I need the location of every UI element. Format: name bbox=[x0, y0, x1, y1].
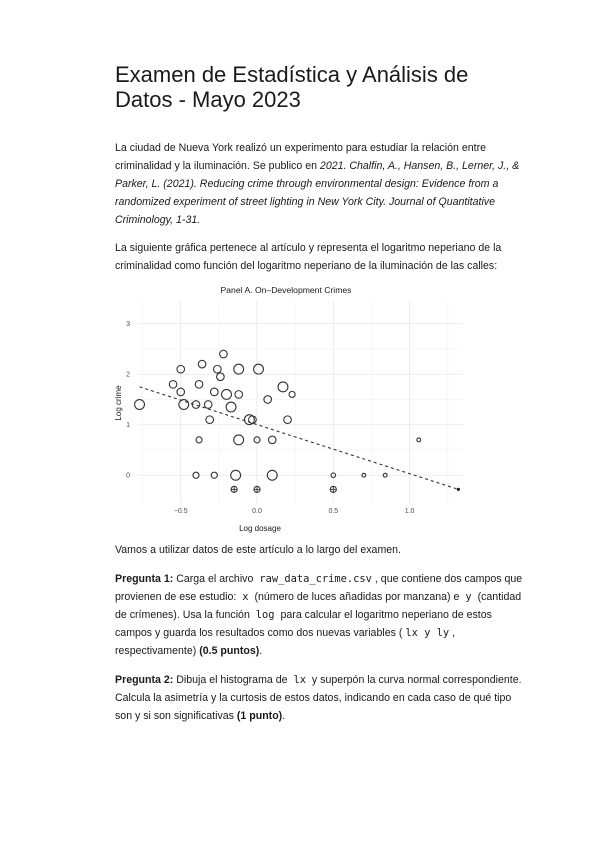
y-tick-label: 2 bbox=[126, 371, 130, 379]
question-1-label: Pregunta 1: bbox=[115, 573, 174, 585]
document-page bbox=[115, 62, 525, 725]
question-1-text: para calcular el logaritmo neperiano de estos campos y guarda los resultados como dos nuevas variables ( bbox=[115, 609, 492, 639]
question-1-text: , que contiene dos campos que provienen de ese estudio: bbox=[115, 573, 523, 603]
x-tick-label: 1.0 bbox=[404, 508, 415, 515]
data-point bbox=[457, 488, 460, 491]
file-name-code: raw_data_crime.csv bbox=[259, 573, 372, 585]
y-tick-label: 3 bbox=[126, 321, 130, 329]
new-vars-code: lx y ly bbox=[405, 627, 450, 639]
lx-var-code: lx bbox=[293, 674, 306, 686]
question-1-text: (cantidad de crímenes). Usa la función bbox=[115, 591, 522, 621]
chart-title: Panel A. On–Development Crimes bbox=[220, 285, 352, 295]
x-tick-label: 0.0 bbox=[252, 508, 262, 515]
intro-text: La ciudad de Nueva York realizó un experimento para estudiar la relación entre criminalidad y la iluminación. Se publico en bbox=[115, 142, 487, 172]
question-2-points: (1 punto) bbox=[236, 710, 283, 722]
usage-paragraph: Vamos a utilizar datos de este artículo a lo largo del examen. bbox=[115, 544, 401, 556]
y-tick-label: 1 bbox=[126, 422, 130, 430]
x-axis-label: Log dosage bbox=[239, 524, 281, 533]
page-title: Examen de Estadística y Análisis de Datos - Mayo 2023 bbox=[115, 62, 469, 112]
question-1 bbox=[115, 570, 525, 660]
plot-intro-paragraph: La siguiente gráfica pertenece al artículo y representa el logaritmo neperiano de la criminalidad como función del logaritmo neperiano de la iluminación de las calles: bbox=[115, 242, 502, 272]
intro-paragraph bbox=[115, 139, 525, 229]
x-tick-label: 0.5 bbox=[328, 508, 339, 515]
y-tick-label: 0 bbox=[126, 472, 130, 480]
question-1-text: Carga el archivo bbox=[173, 573, 257, 585]
question-2 bbox=[115, 671, 525, 725]
citation: 2021. Chalfin, A., Hansen, B., Lerner, J., & Parker, L. (2021). Reducing crime through environmental design: Evidence from a randomized experiment of street lighting in New York City. Journal of Quantitative Criminology, 1-31. bbox=[115, 160, 520, 226]
log-function-code: log bbox=[255, 609, 275, 621]
question-1-text: (número de luces añadidas por manzana) e bbox=[251, 591, 463, 603]
question-2-text: . bbox=[282, 710, 286, 722]
scatter-chart bbox=[115, 281, 525, 541]
question-1-points: (0.5 puntos) bbox=[199, 645, 260, 657]
x-tick-label: −0.5 bbox=[173, 508, 188, 515]
question-2-text: Dibuja el histograma de bbox=[173, 674, 291, 686]
question-1-text: . bbox=[259, 645, 263, 657]
y-field-code: y bbox=[465, 591, 472, 603]
y-axis-label: Log crime bbox=[114, 385, 123, 421]
question-1-text: , respectivamente) bbox=[115, 627, 456, 657]
question-2-label: Pregunta 2: bbox=[115, 674, 174, 686]
x-field-code: x bbox=[242, 591, 249, 603]
question-2-text: y superpón la curva normal correspondiente. Calcula la asimetría y la curtosis de estos datos, indicando en cada caso de qué tipo son y si son significativas bbox=[115, 674, 522, 722]
